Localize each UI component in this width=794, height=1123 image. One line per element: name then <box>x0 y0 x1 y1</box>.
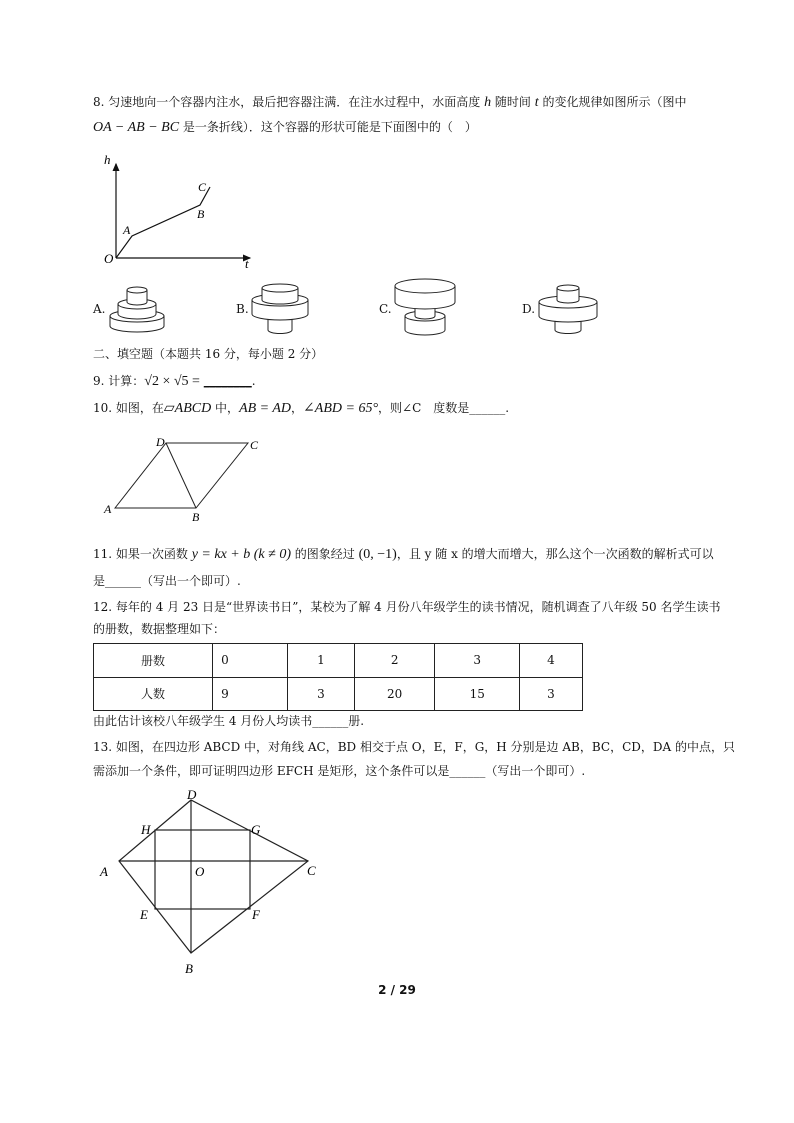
option-d-label: D. <box>522 302 536 316</box>
table-row <box>94 677 583 711</box>
label-h: H <box>141 822 151 837</box>
table-cell: 0 <box>213 644 288 678</box>
label-b: B <box>192 510 200 524</box>
table-cell: 3 <box>519 677 582 711</box>
option-c-label: C. <box>379 302 392 316</box>
q8-line1: 8. 匀速地向一个容器内注水，最后把容器注满．在注水过程中，水面高度 h 随时间 t 的变化规律如图所示（图中 <box>93 95 687 110</box>
q11-line2: 是______（写出一个即可）. <box>93 574 241 588</box>
table-cell: 2 <box>354 644 435 678</box>
axis-h-label: h <box>104 152 111 167</box>
point-a-label: A <box>123 223 131 237</box>
option-b-label: B. <box>236 302 249 316</box>
table-header-cell: 人数 <box>94 677 213 711</box>
label-b: B <box>185 961 193 976</box>
q13-line2: 需添加一个条件，即可证明四边形 EFCH 是矩形，这个条件可以是______（写出一个即可）. <box>93 764 586 778</box>
container-d-icon <box>537 280 599 338</box>
table-header-cell: 册数 <box>94 644 213 678</box>
label-d: D <box>156 435 165 449</box>
axis-t-label: t <box>245 256 249 270</box>
q13-quadrilateral <box>95 783 330 978</box>
point-c-label: C <box>198 180 207 194</box>
container-b-icon <box>250 280 310 338</box>
option-a-label: A. <box>93 302 106 316</box>
q8-line2: OA − AB − BC 是一条折线）．这个容器的形状可能是下面图中的（ ） <box>93 120 477 135</box>
table-cell: 9 <box>213 677 288 711</box>
label-c: C <box>250 438 259 452</box>
q12-line1: 12. 每年的 4 月 23 日是“世界读书日”，某校为了解 4 月份八年级学生的读书情况，随机调查了八年级 50 名学生读书 <box>93 600 721 614</box>
label-d: D <box>187 787 197 802</box>
table-cell: 3 <box>435 644 520 678</box>
table-cell: 3 <box>287 677 354 711</box>
label-g: G <box>251 822 261 837</box>
q8-graph <box>95 150 265 270</box>
container-a-icon <box>108 280 166 338</box>
section-title: 二、填空题（本题共 16 分，每小题 2 分） <box>93 347 324 361</box>
q10: 10. 如图，在▱ABCD 中，AB = AD，∠ABD = 65°，则∠C 度数是______. <box>93 401 510 416</box>
reading-table <box>93 643 583 711</box>
table-cell: 15 <box>435 677 520 711</box>
label-f: F <box>252 907 260 922</box>
q10-parallelogram <box>100 432 270 527</box>
container-c-icon <box>393 278 457 340</box>
table-cell: 1 <box>287 644 354 678</box>
page-number: 2 / 29 <box>378 983 416 997</box>
label-a: A <box>100 864 108 879</box>
label-o: O <box>195 864 205 879</box>
label-e: E <box>140 907 148 922</box>
point-b-label: B <box>197 207 205 221</box>
table-cell: 4 <box>519 644 582 678</box>
q11-line1: 11. 如果一次函数 y = kx + b (k ≠ 0) 的图象经过 (0, −1)，且 y 随 x 的增大而增大，那么这个一次函数的解析式可以 <box>93 547 714 562</box>
label-c: C <box>307 863 316 878</box>
table-cell: 20 <box>354 677 435 711</box>
table-row <box>94 644 583 678</box>
q9: 9. 计算：√2 × √5 = ________. <box>93 374 256 389</box>
q13-line1: 13. 如图，在四边形 ABCD 中，对角线 AC，BD 相交于点 O，E，F，G，H 分别是边 AB，BC，CD，DA 的中点，只 <box>93 740 735 754</box>
point-o-label: O <box>104 251 114 266</box>
label-a: A <box>104 502 112 516</box>
q12-line3: 由此估计该校八年级学生 4 月份人均读书______册. <box>93 714 365 728</box>
q12-line2: 的册数，数据整理如下： <box>93 622 226 636</box>
